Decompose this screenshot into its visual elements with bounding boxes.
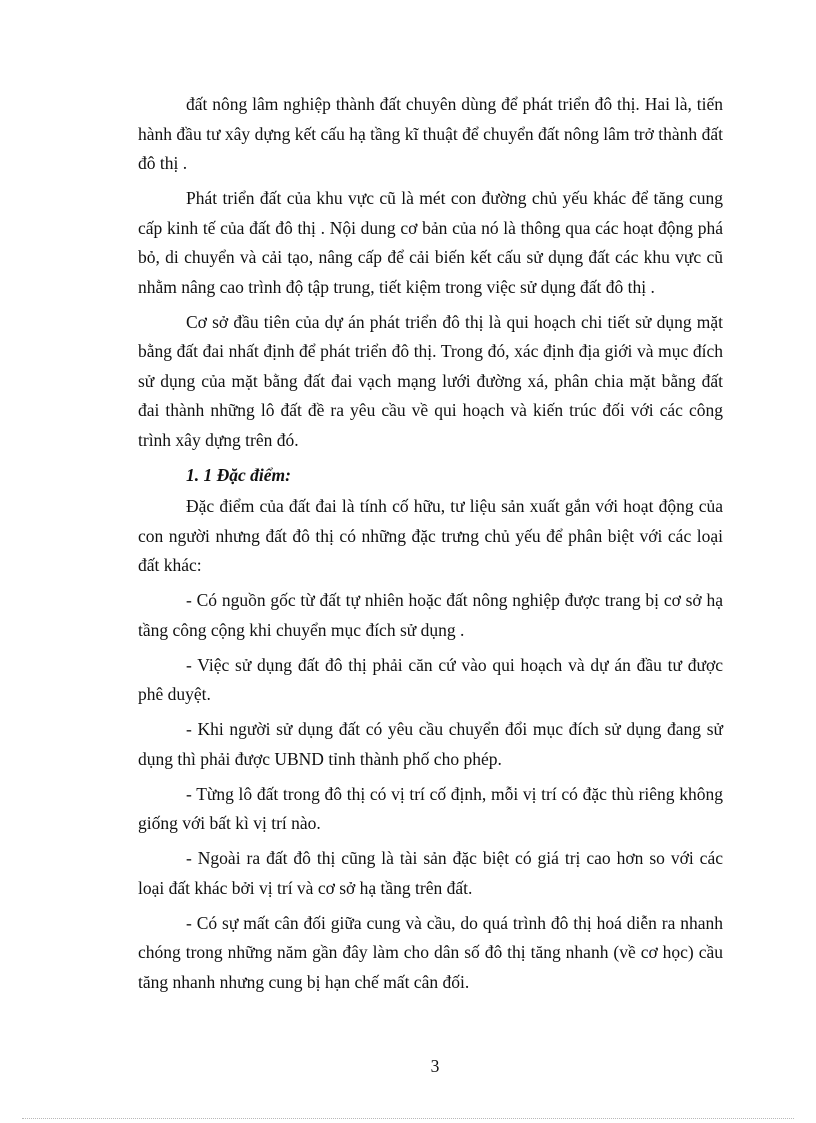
paragraph-3: Cơ sở đầu tiên của dự án phát triển đô thị là qui hoạch chi tiết sử dụng mặt bằng đất đai nhất định để phát triển đô thị. Trong đó, xác định địa giới và mục đích sử dụng của mặt bằng đất đai vạch mạng lưới đường xá, phân chia mặt bằng đất đai thành những lô đất đề ra yêu cầu về qui hoạch và kiến trúc đối với các công trình xây dựng trên đó. — [138, 311, 723, 450]
bullet-item-value: - Ngoài ra đất đô thị cũng là tài sản đặc biệt có giá trị cao hơn so với các loại đất khác bởi vị trí và cơ sở hạ tầng trên đất. — [138, 848, 723, 898]
paragraph-2: Phát triển đất của khu vực cũ là mét con đường chủ yếu khác để tăng cung cấp kinh tế của đất đô thị . Nội dung cơ bản của nó là thông qua các hoạt động phá bỏ, di chuyển và cải tạo, nâng cấp để cải biến kết cấu sử dụng đất các khu vực cũ nhằm nâng cao trình độ tập trung, tiết kiệm trong việc sử dụng đất đô thị . — [138, 188, 723, 297]
page-number: 3 — [430, 1056, 440, 1076]
paragraph-1: đất nông lâm nghiệp thành đất chuyên dùng để phát triển đô thị. Hai là, tiến hành đầu tư xây dựng kết cấu hạ tầng kĩ thuật để chuyển đất nông lâm trở thành đất đô thị . — [138, 94, 723, 173]
bullet-item-origin: - Có nguồn gốc từ đất tự nhiên hoặc đất nông nghiệp được trang bị cơ sở hạ tầng công cộng khi chuyển mục đích sử dụng . — [138, 590, 723, 640]
bullet-item-imbalance: - Có sự mất cân đối giữa cung và cầu, do quá trình đô thị hoá diễn ra nhanh chóng trong những năm gần đây làm cho dân số đô thị tăng nhanh (về cơ học) cầu tăng nhanh nhưng cung bị hạn chế mất cân đối. — [138, 912, 723, 992]
bullet-item-permission: - Khi người sử dụng đất có yêu cầu chuyển đổi mục đích sử dụng đang sử dụng thì phải được UBND tỉnh thành phố cho phép. — [138, 719, 723, 769]
page-body — [138, 90, 723, 1003]
section-intro-paragraph: Đặc điểm của đất đai là tính cố hữu, tư liệu sản xuất gắn với hoạt động của con người nhưng đất đô thị có những đặc trưng chủ yếu để phân biệt với các loại đất khác: — [138, 496, 723, 575]
section-heading: 1. 1 Đặc điểm: — [186, 464, 291, 485]
bullet-item-planning: - Việc sử dụng đất đô thị phải căn cứ vào qui hoạch và dự án đầu tư được phê duyệt. — [138, 654, 723, 704]
bullet-item-location: - Từng lô đất trong đô thị có vị trí cố định, mỗi vị trí có đặc thù riêng không giống với bất kì vị trí nào. — [138, 783, 723, 833]
page-bottom-divider — [22, 1118, 794, 1119]
